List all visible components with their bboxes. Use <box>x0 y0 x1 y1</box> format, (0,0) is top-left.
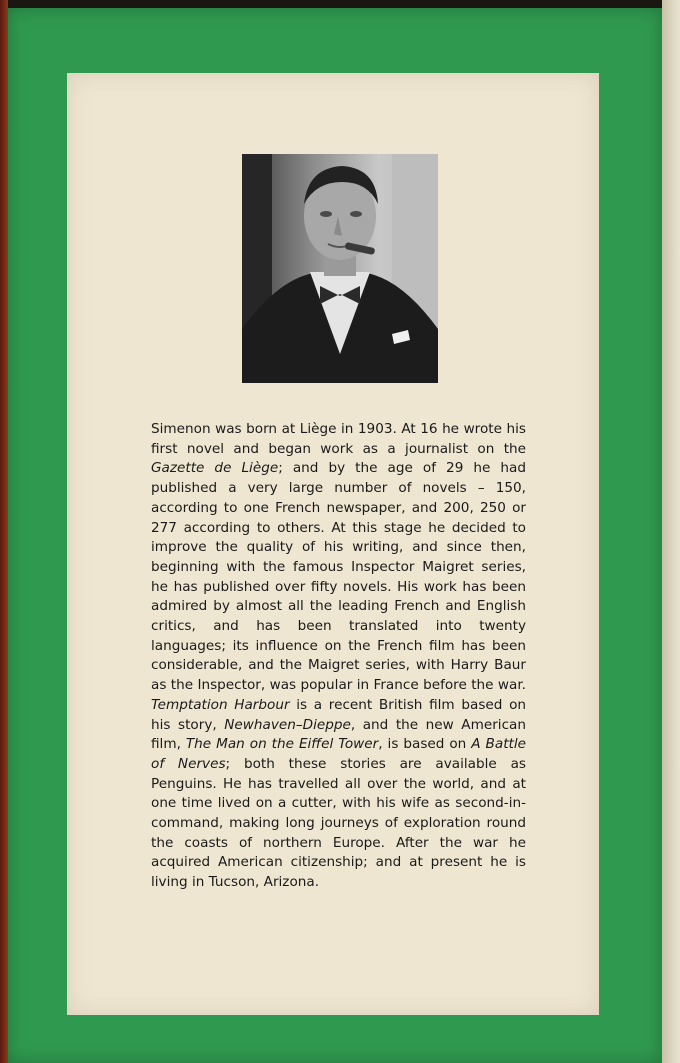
text-panel <box>67 73 599 1015</box>
biography-text: , and the new American film, <box>151 716 526 753</box>
biography-text: , is based on <box>378 736 472 753</box>
author-photo-image <box>242 154 438 383</box>
back-cover <box>8 8 662 1063</box>
italic-title: The Man on the Eiffel Tower <box>185 736 379 753</box>
italic-title: Temptation Harbour <box>151 696 290 713</box>
page-edges <box>662 0 680 1063</box>
biography-text: is a recent British film based on his story, <box>151 696 527 733</box>
italic-title: Newhaven–Dieppe <box>224 716 351 733</box>
author-photo <box>242 154 438 383</box>
italic-title: A Battle of Nerves <box>151 736 526 772</box>
spine-edge <box>0 0 8 1063</box>
biography-text: ; both these stories are available as Penguins. He has travelled all over the world, and at one time lived on a cutter, with his wife as second-in-command, making long journeys of exploration round the coasts of northern Europe. After the war he acquired American citizenship; and at present he is living in Tucson, Arizona. <box>151 755 526 891</box>
author-biography <box>151 420 526 893</box>
biography-text: Simenon was born at Liège in 1903. At 16 he wrote his first novel and began work as a journalist on the <box>151 421 526 457</box>
biography-text: ; and by the age of 29 he had published a very large number of novels – 150, according to one French newspaper, and 200, 250 or 277 according to others. At this stage he decided to improve the quality of his writing, and since then, beginning with the famous Inspector Maigret series, he has published over fifty novels. His work has been admired by almost all the leading French and English critics, and has been translated into twenty languages; its influence on the French film has been considerable, and the Maigret series, with Harry Baur as the Inspector, was popular in France before the war. <box>151 460 526 694</box>
italic-title: Gazette de Liège <box>151 460 279 477</box>
